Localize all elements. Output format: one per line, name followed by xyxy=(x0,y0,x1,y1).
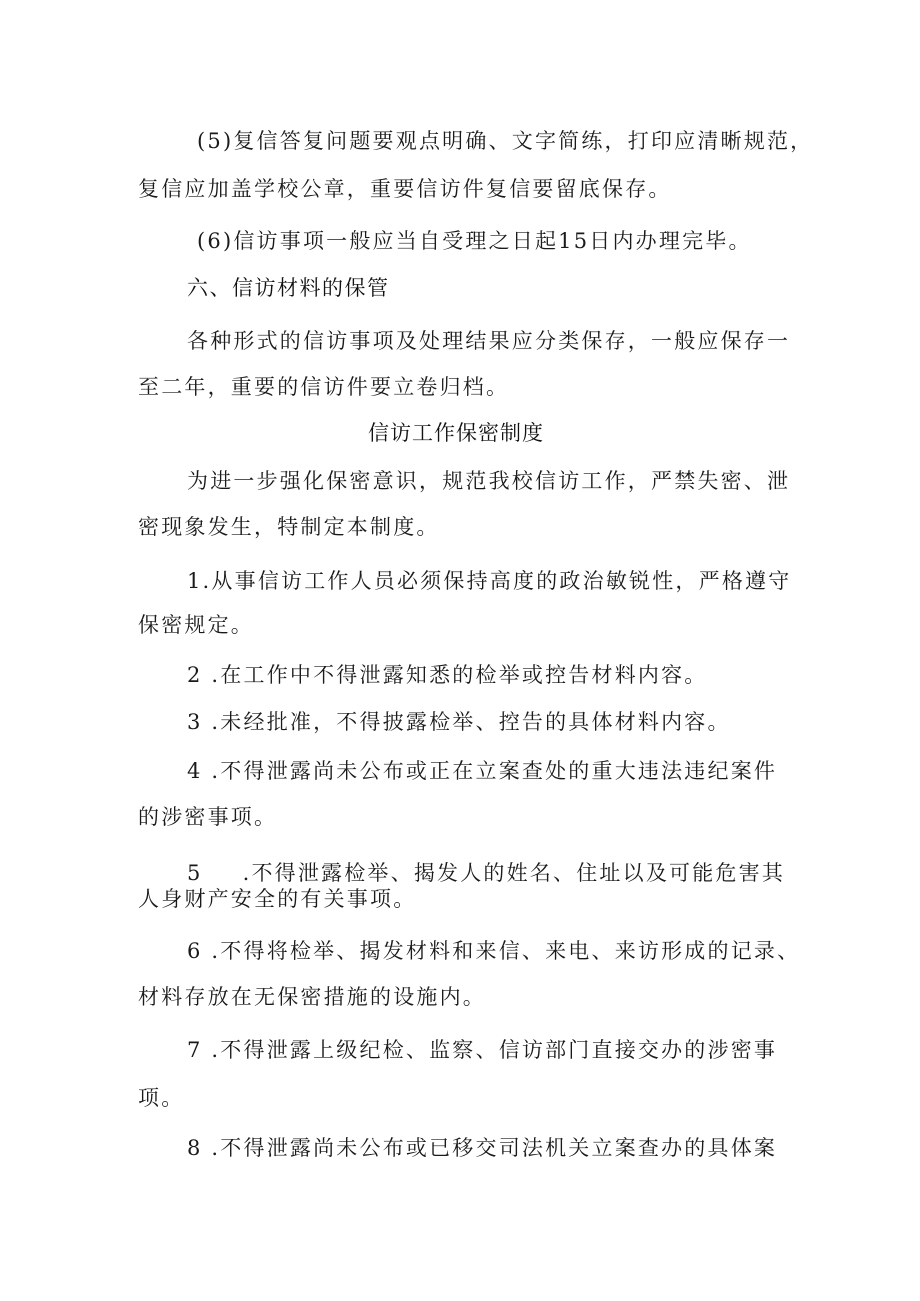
rule-5-line-2: 人身财产安全的有关事项。 xyxy=(138,887,417,911)
intro-line-1: 为进一步强化保密意识，规范我校信访工作，严禁失密、泄 xyxy=(187,469,791,493)
section-6-line-1: 各种形式的信访事项及处理结果应分类保存，一般应保存一 xyxy=(187,329,791,353)
section-6-heading: 六、信访材料的保管 xyxy=(187,276,390,300)
rule-4-line-1: 4 .不得泄露尚未公布或正在立案查处的重大违法违纪案件 xyxy=(187,759,778,783)
intro-line-2: 密现象发生，特制定本制度。 xyxy=(138,515,440,539)
rule-7-line-2: 项。 xyxy=(138,1086,185,1110)
rule-7-line-1: 7 .不得泄露上级纪检、监察、信访部门直接交办的涉密事 xyxy=(187,1038,778,1062)
item-5-line-2: 复信应加盖学校公章，重要信访件复信要留底保存。 xyxy=(138,177,672,201)
item-5-line-1: (5)复信答复问题要观点明确、文字简练，打印应清晰规范， xyxy=(197,129,814,153)
rule-1-line-1: 1.从事信访工作人员必须保持高度的政治敏锐性，严格遵守 xyxy=(187,569,792,593)
rule-4-line-2: 的涉密事项。 xyxy=(138,805,278,829)
rule-8-line-1: 8 .不得泄露尚未公布或已移交司法机关立案查办的具体案 xyxy=(187,1136,778,1160)
rule-1-line-2: 保密规定。 xyxy=(138,613,254,637)
rule-3-line-1: 3 .未经批准，不得披露检举、控告的具体材料内容。 xyxy=(187,710,731,734)
rule-6-line-1: 6 .不得将检举、揭发材料和来信、来电、来访形成的记录、 xyxy=(187,939,801,963)
rule-2-line-1: 2 .在工作中不得泄露知悉的检举或控告材料内容。 xyxy=(187,663,708,687)
rule-6-line-2: 材料存放在无保密措施的设施内。 xyxy=(138,985,486,1009)
confidentiality-title: 信访工作保密制度 xyxy=(368,421,544,445)
rule-5-number: 5 xyxy=(187,861,203,885)
section-6-line-2: 至二年，重要的信访件要立卷归档。 xyxy=(138,375,510,399)
item-6-line-1: (6)信访事项一般应当自受理之日起15日内办理完毕。 xyxy=(197,229,752,253)
rule-5-text: .不得泄露检举、揭发人的姓名、住址以及可能危害其 xyxy=(242,861,786,885)
